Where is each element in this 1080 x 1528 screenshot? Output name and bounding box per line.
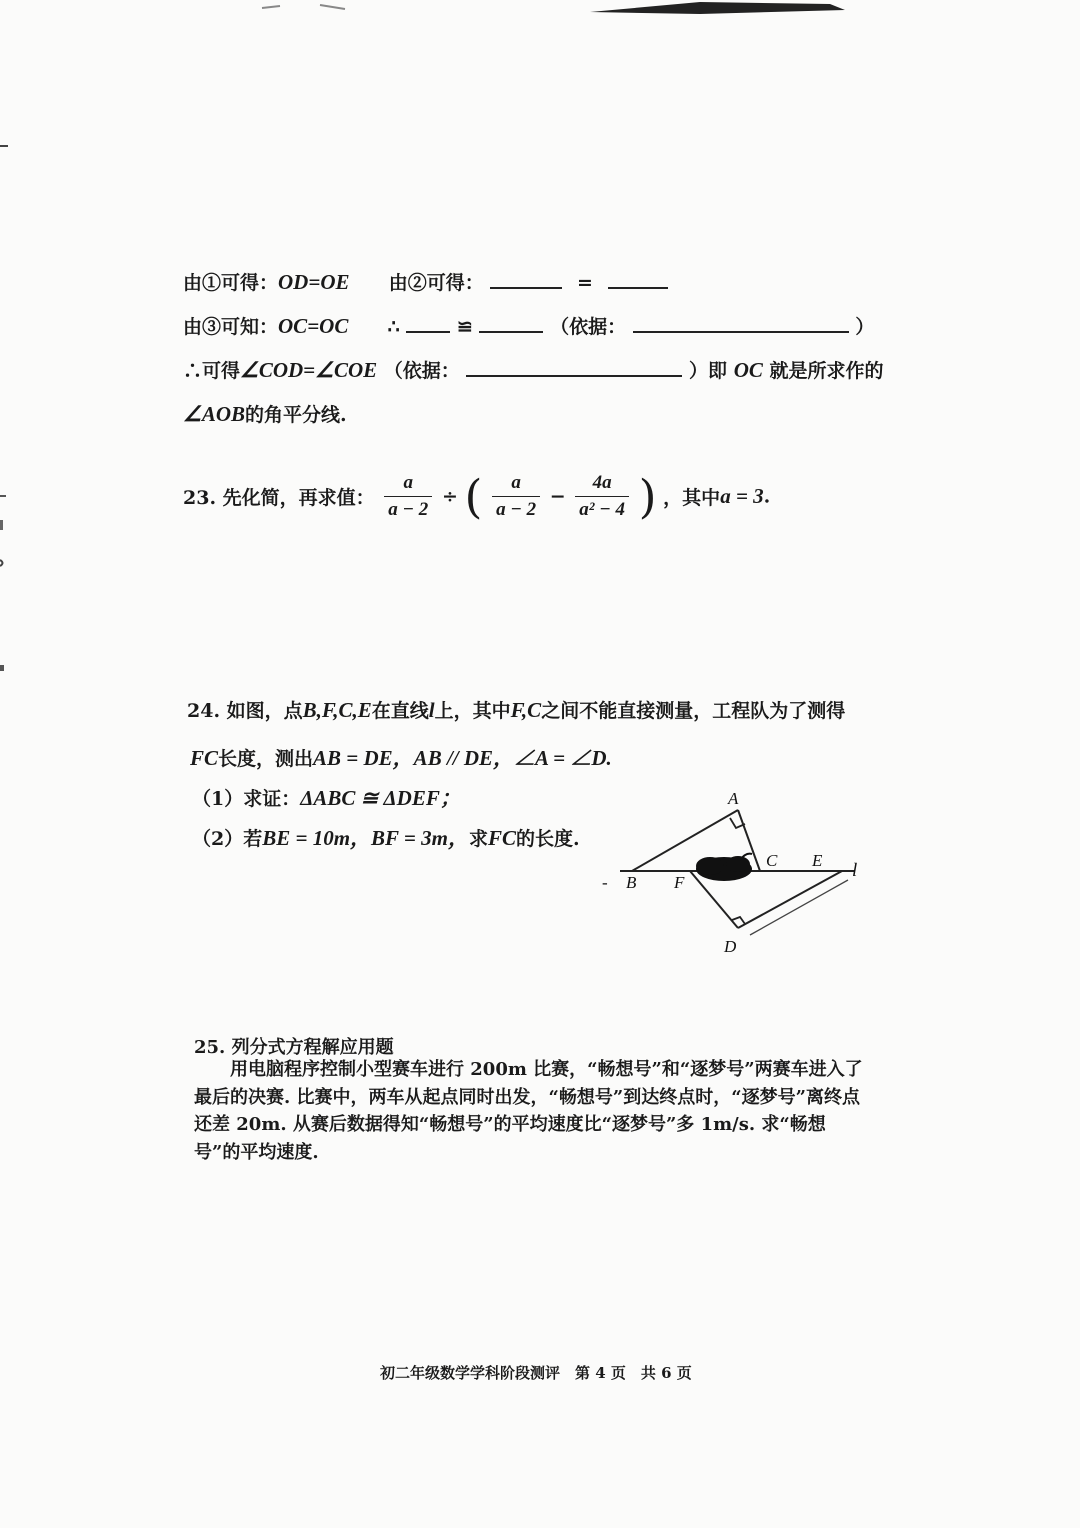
proof-line-4: ∠AOB的角平分线.: [183, 402, 347, 426]
blank-4[interactable]: [479, 313, 543, 333]
proof-line-2: 由③可知：OC=OC ∴ ≌ （依据： ）: [183, 314, 875, 338]
label-f: F: [674, 873, 685, 892]
label-a: A: [728, 789, 739, 808]
scan-artifact-left: [0, 100, 14, 900]
blank-3[interactable]: [406, 313, 450, 333]
question-24-sub-1: （1）求证：ΔABC ≅ ΔDEF；: [192, 786, 461, 810]
label-b: B: [626, 873, 637, 892]
question-24-line-1: 24. 如图，点B,F,C,E在直线l上，其中F,C之间不能直接测量，工程队为了测得: [187, 698, 846, 722]
label-c: C: [766, 851, 778, 870]
left-paren: (: [464, 469, 483, 524]
blank-6[interactable]: [466, 357, 682, 377]
segment-de-shadow: [750, 880, 848, 935]
right-paren: ): [638, 469, 657, 524]
geometry-figure: [590, 780, 880, 960]
fraction-2: $\frac{a}{a - 2}$: [492, 472, 540, 521]
question-25-title: 25. 列分式方程解应用题: [194, 1037, 394, 1058]
scan-artifact-top: [0, 0, 1080, 30]
page-footer: 初二年级数学学科阶段测评 第 4 页 共 6 页: [380, 1364, 692, 1382]
fraction-3: $\frac{4a}{\text{a² − 4}}$: [575, 472, 629, 521]
segment-de: [738, 871, 842, 928]
fraction-1: $\frac{a}{a - 2}$: [384, 472, 432, 521]
question-23: 23. 先化简，再求值： $\frac{a}{a - 2}$ ÷ ( $\frac{a}{a - 2}$ − $\frac{4a}{\text{a² − 4}}$ ) ，其中a = 3.: [183, 469, 771, 524]
label-dash: -: [602, 873, 608, 892]
label-l: l: [852, 860, 858, 881]
proof-line-3: ∴可得∠COD=∠COE （依据： ）即 OC 就是所求作的: [183, 358, 884, 382]
label-e: E: [812, 851, 823, 870]
question-24-sub-2: （2）若BE = 10m，BF = 3m，求FC的长度.: [192, 826, 580, 850]
blank-2[interactable]: [608, 269, 668, 289]
label-d: D: [724, 937, 737, 956]
proof-line-1: 由①可得：OD=OE 由②可得： =: [183, 268, 668, 295]
question-25-body: 用电脑程序控制小型赛车进行 200m 比赛，“畅想号”和“逐梦号”两赛车进入了最后的决赛. 比赛中，两车从起点同时出发，“畅想号”到达终点时，“逐梦号”离终点还差 20m. 从赛后数据得知“畅想号”的平均速度比“逐梦号”多 1m/s. 求“畅想号”的平均速度.: [194, 1059, 863, 1163]
blank-1[interactable]: [490, 269, 562, 289]
blank-5[interactable]: [633, 313, 849, 333]
question-24-line-2: FC长度，测出AB = DE，AB // DE，∠A = ∠D.: [190, 746, 612, 770]
